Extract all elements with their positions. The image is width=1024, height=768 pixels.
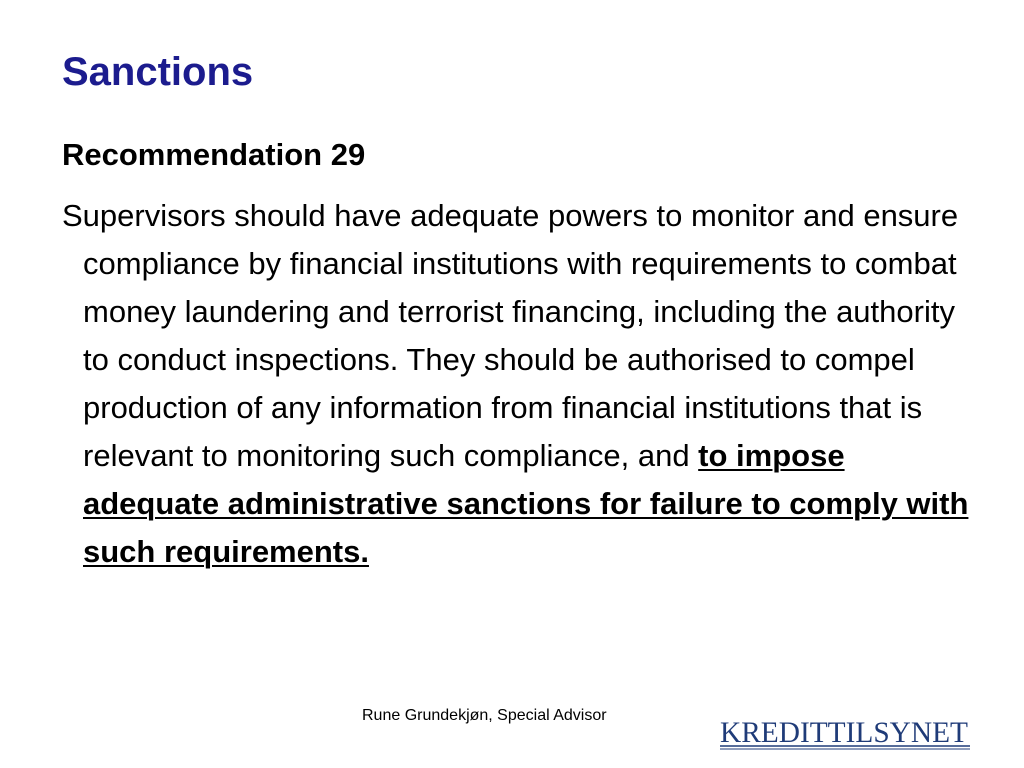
footer-author: Rune Grundekjøn, Special Advisor [362, 707, 607, 724]
logo-graphic [718, 702, 974, 754]
recommendation-heading: Recommendation 29 [62, 137, 366, 172]
body-plain-text: Supervisors should have adequate powers to monitor and ensure compliance by financial institutions with requirements to combat money laundering and terrorist financing, including the authority to conduct inspections. They should be authorised to compel production of any information from financial institutions that is relevant to monitoring such compliance, and [62, 198, 959, 473]
kredittilsynet-logo [718, 702, 974, 754]
body-emphasis-text: to impose adequate administrative sanctions for failure to comply with such requirements. [83, 438, 969, 569]
recommendation-body [62, 192, 983, 576]
slide-title: Sanctions [62, 50, 254, 94]
logo-text: KREDITTILSYNET [720, 716, 968, 749]
